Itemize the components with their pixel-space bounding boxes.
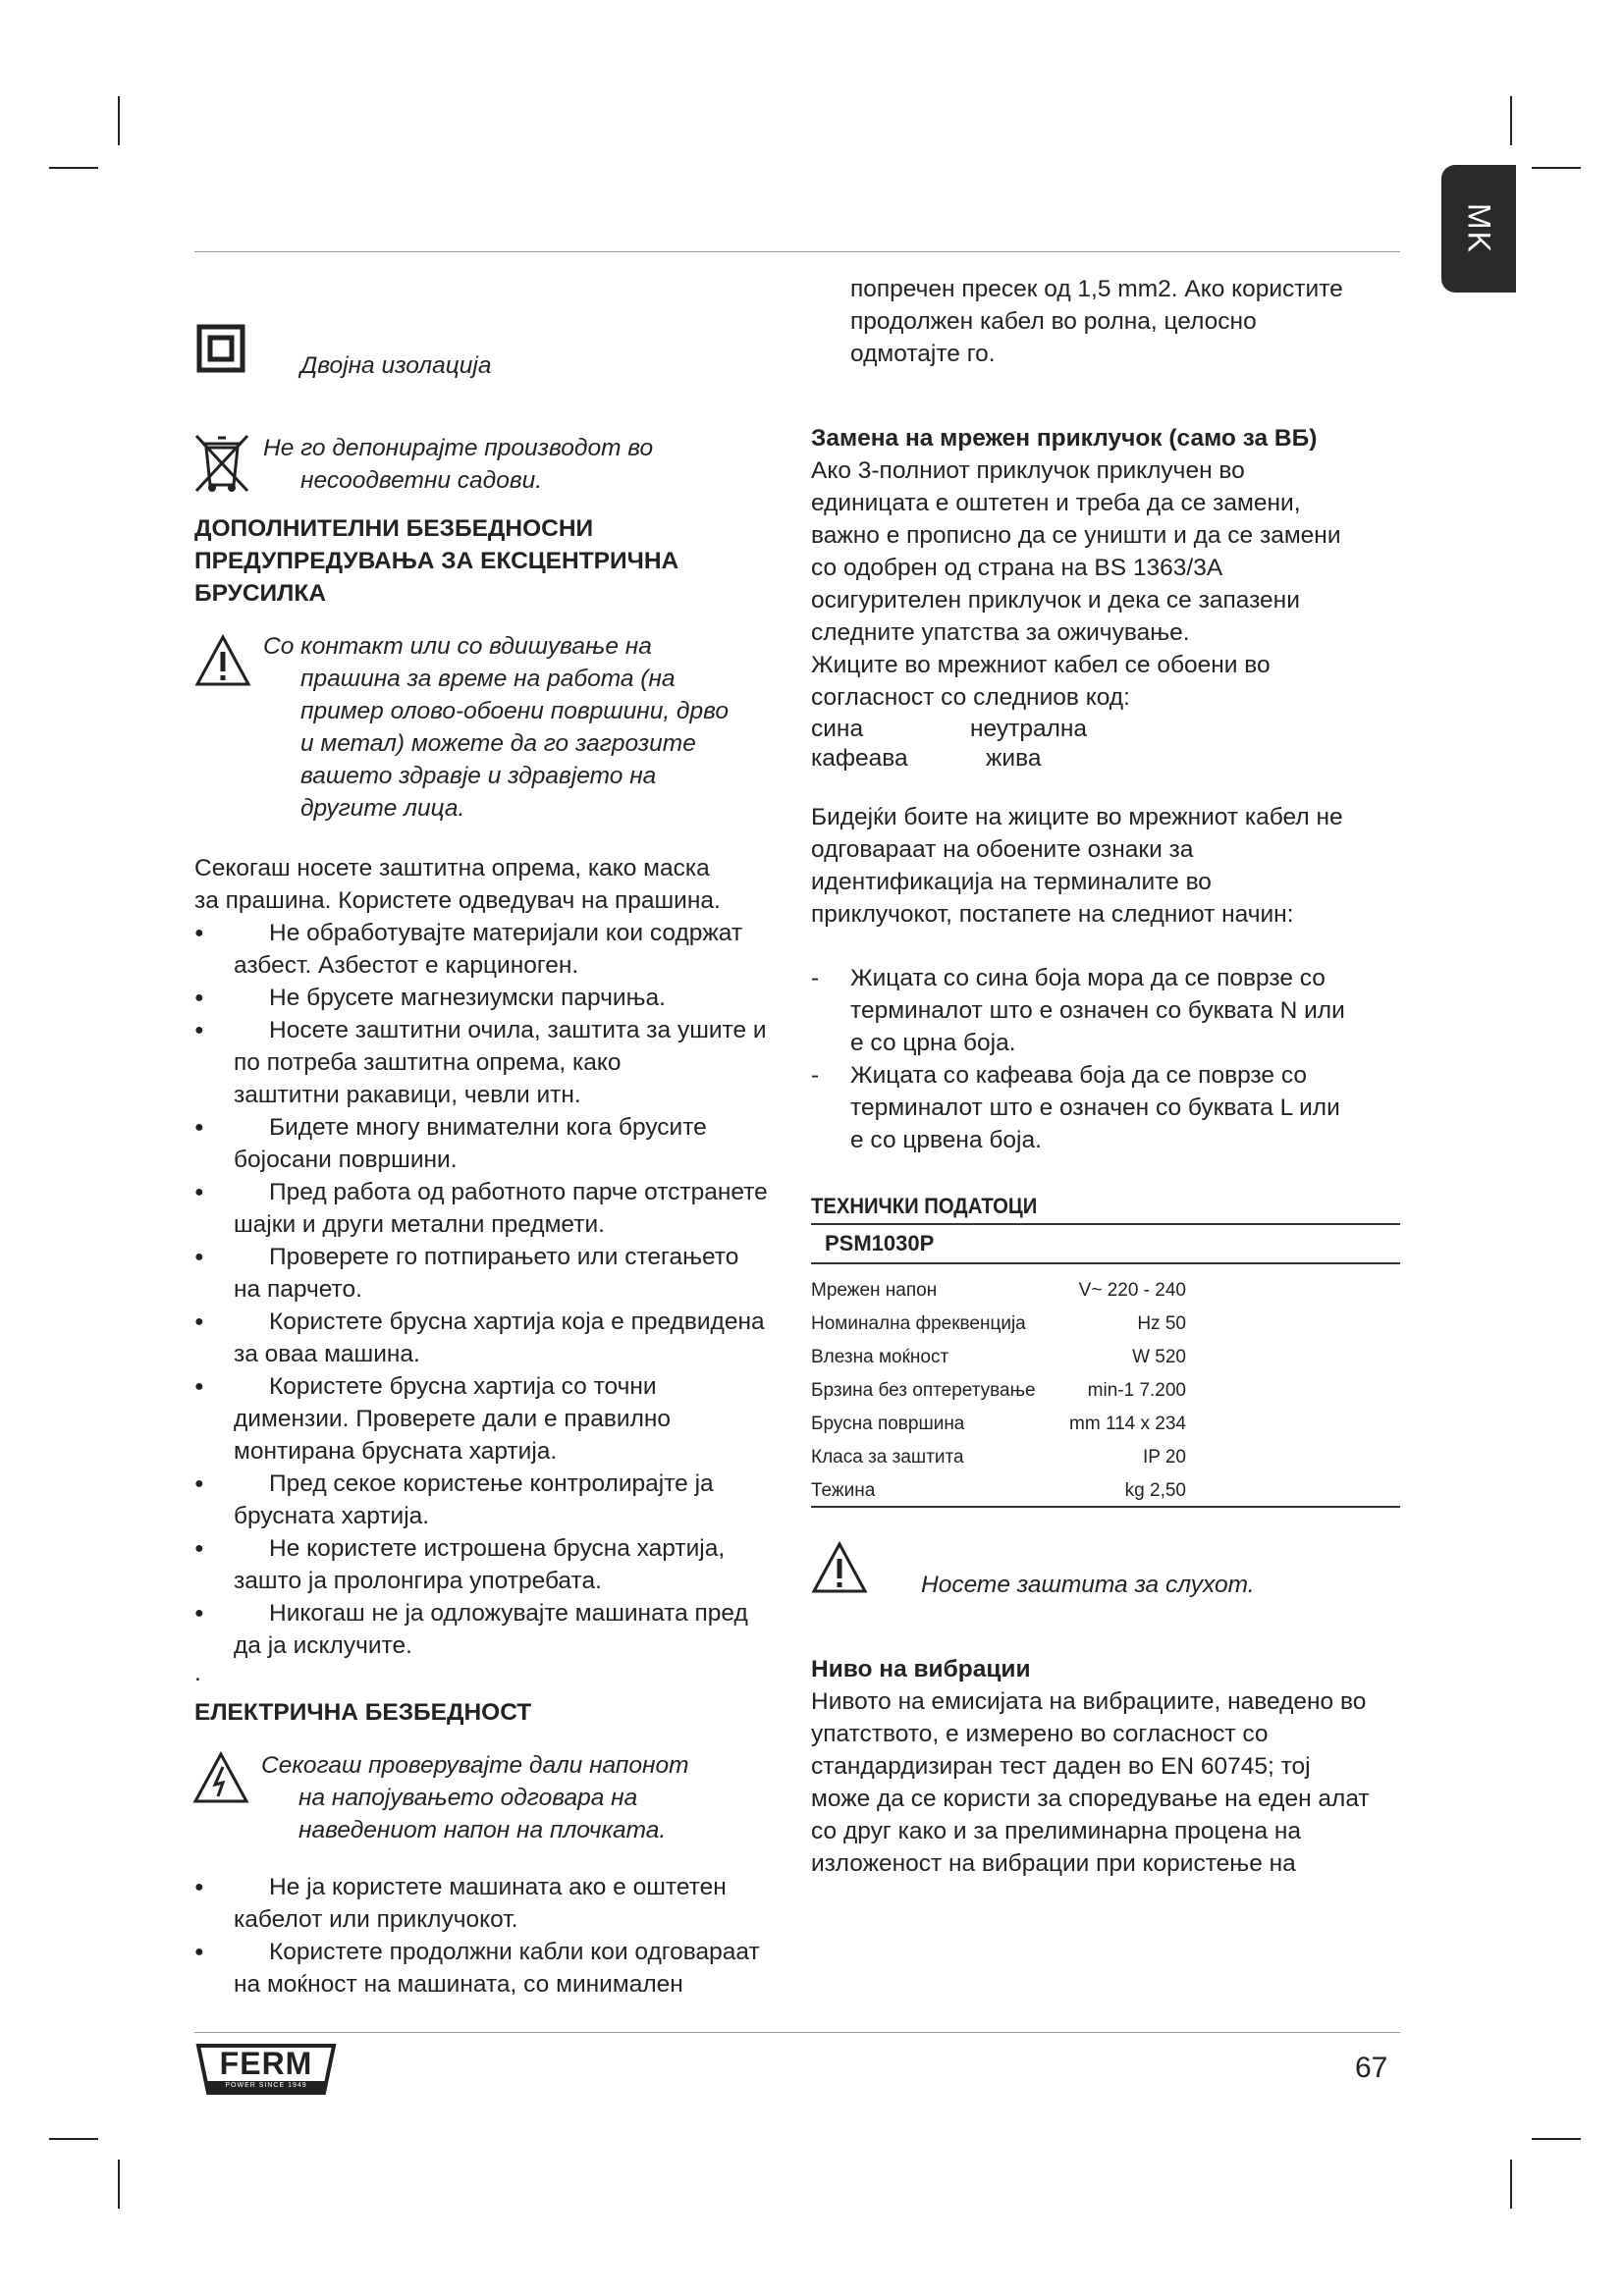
- list-item-line: ● Не обработувајте материјали кои содржат: [269, 920, 743, 946]
- text-line: согласност со следниов код:: [811, 684, 1130, 711]
- spec-row: [811, 1374, 1400, 1408]
- electrical-safety-heading: ЕЛЕКТРИЧНА БЕЗБЕДНОСТ: [194, 1699, 532, 1726]
- spec-label: Класа за заштита: [811, 1447, 964, 1468]
- text-line: осигурителен приклучок и дека се запазени: [811, 587, 1300, 614]
- list-item-line: ● Пред работа од работното парче отстранете: [269, 1179, 768, 1205]
- crop-mark: [1532, 2138, 1581, 2140]
- spec-label: Брзина без оптеретување: [811, 1380, 1036, 1401]
- list-item-line: да ја исклучите.: [234, 1632, 412, 1659]
- voltage-warning: [261, 1749, 689, 1846]
- wire-color-table: [811, 713, 1204, 772]
- page-number: 67: [1355, 2052, 1388, 2084]
- additional-safety-heading: [194, 512, 678, 610]
- list-item-line: по потреба заштитна опрема, како: [234, 1049, 622, 1076]
- list-item: [194, 1111, 823, 1176]
- header-rule: [194, 251, 1400, 252]
- list-item: [194, 1936, 823, 2001]
- list-item-line: ● Носете заштитни очила, заштита за ушите и: [269, 1017, 767, 1043]
- language-tab: [1441, 165, 1516, 293]
- crop-mark: [49, 2138, 98, 2140]
- protective-equipment-text: [194, 852, 721, 917]
- text-line: може да се користи за споредување на еден алат: [811, 1786, 1370, 1812]
- list-item-line: терминалот што е означен со буквата L или: [850, 1095, 1340, 1121]
- list-item-line: шајки и други метални предмети.: [234, 1211, 605, 1238]
- list-item-line: бојосани површини.: [234, 1147, 458, 1173]
- list-item-line: терминалот што е означен со буквата N или: [850, 997, 1345, 1024]
- list-item-line: на моќност на машината, со минимален: [234, 1971, 683, 1998]
- text-line: Бидејќи боите на жиците во мрежниот кабел не: [811, 804, 1343, 830]
- spec-label: Мрежен напон: [811, 1280, 938, 1301]
- tech-rule: [811, 1506, 1400, 1508]
- list-item-line: - Жицата со кафеава боја да се поврзе со: [850, 1062, 1307, 1089]
- spec-label: Номинална фреквенција: [811, 1313, 1026, 1334]
- warning-line: на напојувањето одговара на: [298, 1785, 638, 1811]
- disposal-line: Не го депонирајте производот во: [263, 435, 654, 461]
- text-line: Секогаш носете заштитна опрема, како маска: [194, 855, 710, 881]
- text-line: изложеност на вибрации при користење на: [811, 1850, 1296, 1877]
- list-item-line: монтирана брусната хартија.: [234, 1438, 558, 1465]
- text-line: упатството, е измерено во согласност со: [811, 1721, 1269, 1747]
- warning-line: пример олово-обоени површини, дрво: [300, 698, 729, 724]
- plug-replacement-text: [811, 454, 1341, 714]
- vibration-text: [811, 1685, 1370, 1880]
- tech-data-heading: ТЕХНИЧКИ ПОДАТОЦИ: [811, 1194, 1038, 1218]
- dust-warning: [263, 630, 729, 825]
- spec-row: [811, 1274, 1400, 1308]
- list-item-line: брусната хартија.: [234, 1503, 430, 1529]
- wire-color: сина: [811, 716, 864, 742]
- spec-row: [811, 1441, 1400, 1474]
- electrical-bullet-list: [194, 1871, 823, 2001]
- heading-line: ДОПОЛНИТЕЛНИ БЕЗБЕДНОСНИ: [194, 515, 594, 542]
- spec-label: Влезна моќност: [811, 1347, 949, 1367]
- spec-value: kg 2,50: [1124, 1480, 1186, 1501]
- plug-replacement-heading: Замена на мрежен приклучок (само за ВБ): [811, 425, 1318, 452]
- warning-icon: [194, 634, 251, 692]
- ferm-logo: [194, 2042, 338, 2097]
- disposal-line: несоодветни садови.: [300, 467, 543, 494]
- spec-value: IP 20: [1142, 1447, 1186, 1468]
- list-item: [194, 1468, 823, 1532]
- extension-cable-text: [850, 273, 1343, 370]
- warning-line: вашето здравје и здравјето на: [300, 763, 657, 789]
- warning-line: и метал) можете да го загрозите: [300, 730, 696, 757]
- list-item: [194, 917, 823, 982]
- crop-mark: [118, 96, 120, 145]
- spec-row: [811, 1308, 1400, 1341]
- crop-mark: [1510, 2160, 1512, 2209]
- list-item-line: е со црна боја.: [850, 1030, 1016, 1056]
- text-line: попречен пресек од 1,5 mm2. Ако користите: [850, 276, 1343, 302]
- wire-meaning: неутрална: [970, 716, 1088, 742]
- spec-value: W 520: [1132, 1347, 1186, 1367]
- text-line: за прашина. Користете одведувач на прашина.: [194, 887, 721, 914]
- text-line: продолжен кабел во ролна, целосно: [850, 308, 1257, 335]
- spec-value: mm 114 x 234: [1069, 1414, 1186, 1434]
- list-item-line: кабелот или приклучокот.: [234, 1906, 518, 1933]
- text-line: Нивото на емисијата на вибрациите, наведено во: [811, 1688, 1367, 1715]
- list-item-line: ● Користете продолжни кабли кои одговараат: [269, 1939, 760, 1965]
- wire-meaning: жива: [986, 745, 1042, 772]
- list-item: [194, 1176, 823, 1241]
- list-item-line: ● Пред секое користење контролирајте ја: [269, 1470, 714, 1497]
- crop-mark: [49, 167, 98, 169]
- spec-value: V~ 220 - 240: [1078, 1280, 1186, 1301]
- crop-mark: [1510, 96, 1512, 145]
- double-insulation-label: Двојна изолација: [300, 352, 492, 379]
- warning-line: другите лица.: [300, 795, 465, 822]
- text-line: приклучокот, постапете на следниот начин:: [811, 901, 1294, 928]
- logo-tagline: POWER SINCE 1949: [225, 2082, 307, 2089]
- list-item-line: ● Проверете го потпирањето или стегањето: [269, 1244, 739, 1270]
- double-insulation-icon: [196, 324, 245, 378]
- spec-row: [811, 1474, 1400, 1508]
- warning-line: Со контакт или со вдишување на: [263, 633, 652, 660]
- list-item: [194, 1014, 823, 1111]
- list-item: [194, 1241, 823, 1306]
- text-line: важно е прописно да се уништи и да се замени: [811, 522, 1341, 549]
- heading-line: БРУСИЛКА: [194, 580, 327, 607]
- text-line: стандардизиран тест даден во EN 60745; тој: [811, 1753, 1311, 1780]
- list-item-line: ● Не користете истрошена брусна хартија,: [269, 1535, 726, 1562]
- footer-rule: [194, 2032, 1400, 2033]
- text-line: со друг како и за прелиминарна процена на: [811, 1818, 1302, 1844]
- list-item-line: ● Не брусете магнезиумски парчиња.: [269, 985, 666, 1011]
- list-item: [194, 982, 823, 1014]
- list-item-line: зашто ја пролонгира употребата.: [234, 1568, 602, 1594]
- list-item-line: ● Никогаш не ја одложувајте машината пред: [269, 1600, 748, 1627]
- crop-mark: [1532, 167, 1581, 169]
- hearing-protection-note: Носете заштита за слухот.: [921, 1572, 1255, 1598]
- spec-label: Тежина: [811, 1480, 876, 1501]
- electric-warning-icon: [192, 1751, 249, 1809]
- safety-bullet-list: [194, 917, 823, 1662]
- text-line: единицата е оштетен и треба да се замени,: [811, 490, 1301, 516]
- list-item-line: азбест. Азбестот е карциноген.: [234, 952, 579, 979]
- wire-color: кафеава: [811, 745, 908, 772]
- warning-line: прашина за време на работа (на: [300, 666, 676, 692]
- list-item-line: димензии. Проверете дали е правилно: [234, 1406, 672, 1432]
- heading-line: ПРЕДУПРЕДУВАЊА ЗА ЕКСЦЕНТРИЧНА: [194, 548, 679, 574]
- list-item-line: - Жицата со сина боја мора да се поврзе со: [850, 965, 1326, 991]
- text-line: со одобрен од страна на BS 1363/3A: [811, 555, 1223, 581]
- spec-row: [811, 1341, 1400, 1374]
- tech-rule: [811, 1262, 1400, 1264]
- warning-line: наведениот напон на плочката.: [298, 1817, 667, 1843]
- tech-rule: [811, 1223, 1400, 1225]
- list-item: [811, 1059, 1420, 1156]
- wire-color-explanation: [811, 801, 1343, 931]
- logo-wordmark: FERM: [219, 2046, 313, 2081]
- wheelie-bin-icon: [192, 432, 251, 498]
- list-item-line: ● Користете брусна хартија со точни: [269, 1373, 657, 1400]
- spec-table: [811, 1274, 1400, 1508]
- list-item: [194, 1871, 823, 1936]
- wiring-instructions: [811, 962, 1420, 1156]
- stray-dot: .: [194, 1660, 201, 1686]
- spec-value: Hz 50: [1137, 1313, 1186, 1334]
- text-line: одмотајте го.: [850, 341, 996, 367]
- list-item-line: ● Не ја користете машината ако е оштетен: [269, 1874, 727, 1900]
- model-number: PSM1030P: [825, 1231, 935, 1255]
- list-item-line: за оваа машина.: [234, 1341, 420, 1367]
- text-line: одговараат на обоените ознаки за: [811, 836, 1194, 863]
- hearing-warning-icon: [811, 1541, 868, 1599]
- text-line: Ако 3-полниот приклучок приклучен во: [811, 457, 1245, 484]
- text-line: Жиците во мрежниот кабел се обоени во: [811, 652, 1271, 678]
- text-line: идентификација на терминалите во: [811, 869, 1212, 895]
- spec-value: min-1 7.200: [1087, 1380, 1186, 1401]
- list-item-line: е со црвена боја.: [850, 1127, 1042, 1153]
- list-item-line: ● Користете брусна хартија која е предвидена: [269, 1308, 765, 1335]
- spec-label: Брусна површина: [811, 1414, 965, 1434]
- list-item: [194, 1532, 823, 1597]
- list-item-line: на парчето.: [234, 1276, 362, 1303]
- disposal-note: [263, 432, 653, 497]
- list-item: [811, 962, 1420, 1059]
- list-item-line: ● Бидете многу внимателни кога брусите: [269, 1114, 707, 1141]
- list-item: [194, 1370, 823, 1468]
- spec-row: [811, 1408, 1400, 1441]
- vibration-heading: Ниво на вибрации: [811, 1656, 1031, 1682]
- list-item: [194, 1306, 823, 1370]
- list-item-line: заштитни ракавици, чевли итн.: [234, 1082, 581, 1108]
- list-item: [194, 1597, 823, 1662]
- crop-mark: [118, 2160, 120, 2209]
- language-tab-label: MK: [1461, 203, 1497, 254]
- warning-line: Секогаш проверувајте дали напонот: [261, 1752, 689, 1779]
- text-line: следните упатства за ожичување.: [811, 619, 1190, 646]
